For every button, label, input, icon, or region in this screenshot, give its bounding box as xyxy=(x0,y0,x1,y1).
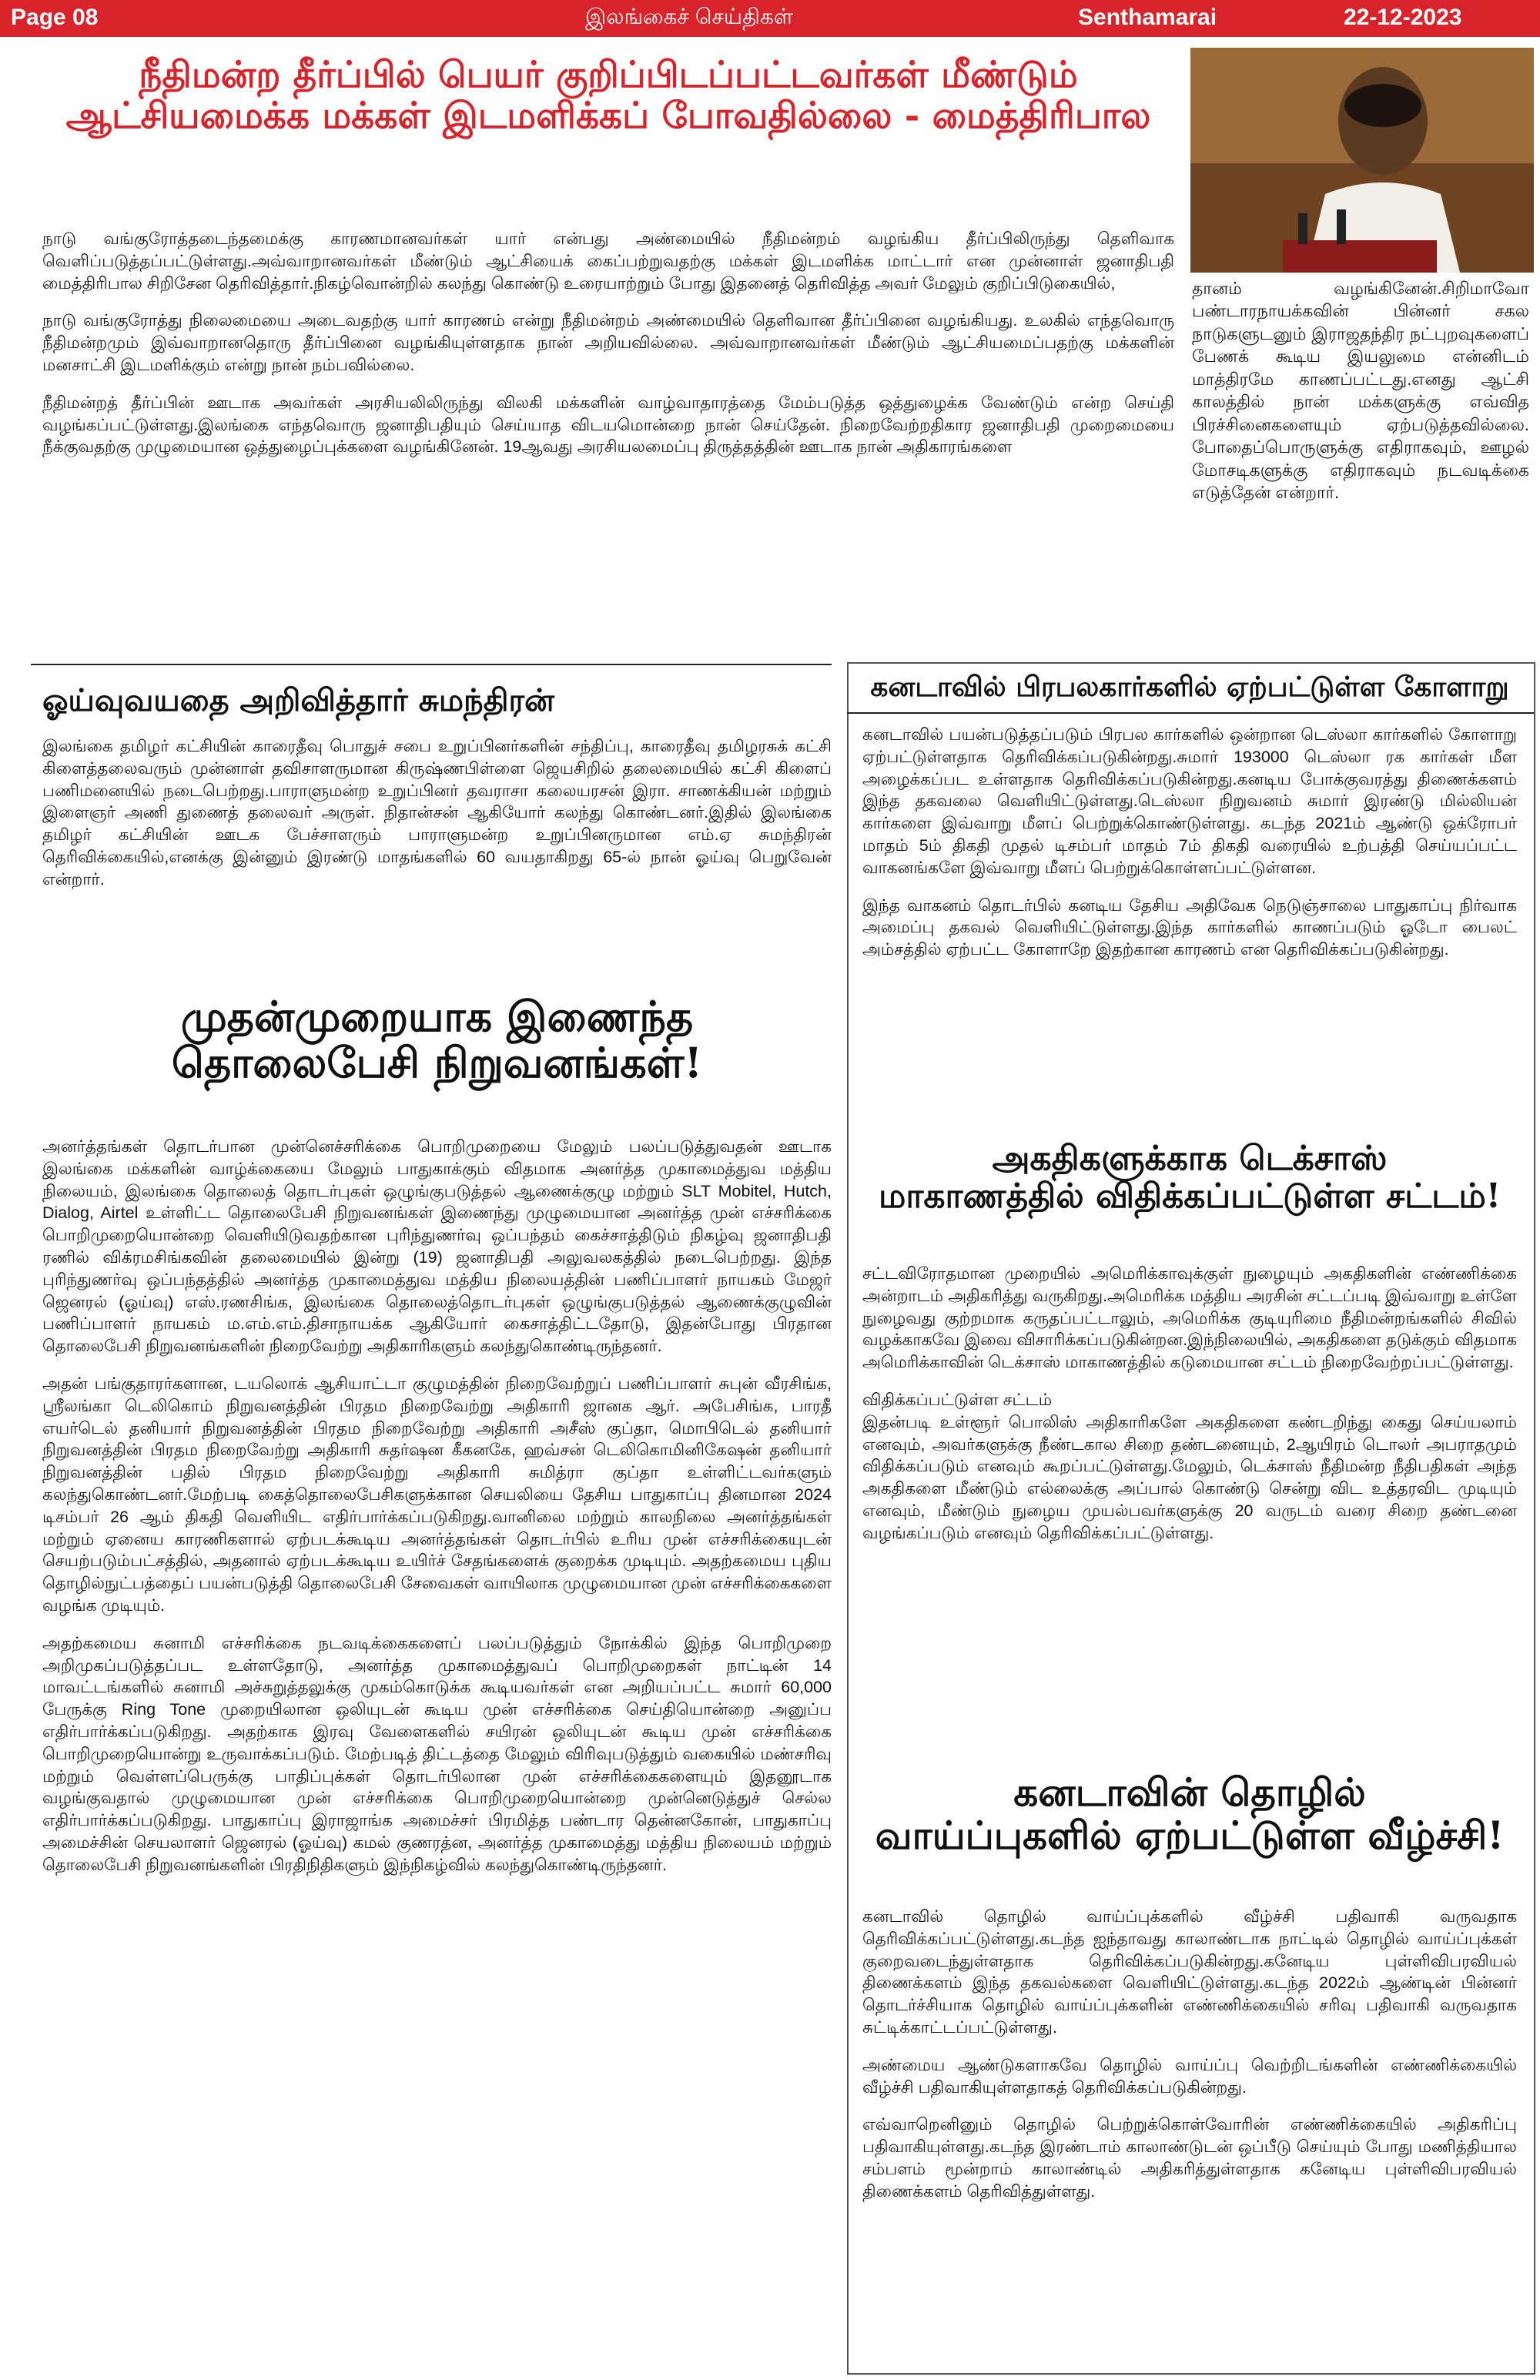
lead-article-body xyxy=(42,228,1174,474)
lead-paragraph: நாடு வங்குரோத்தடைந்தமைக்கு காரணமானவர்கள் யார் என்பது அண்மையில் நீதிமன்றம் வழங்கிய தீர்ப்பிலிருந்து தெளிவாக வெளிப்படுத்தப்பட்டுள்ளது.அவ்வாறானவர்கள் மீண்டும் ஆட்சியைக் கைப்பற்றுவதற்கு மக்கள் இடமளிக்க மாட்டார் என முன்னாள் ஜனாதிபதி மைத்திரிபால சிறிசேன தெரிவித்தார்.நிகழ்வொன்றில் கலந்து கொண்டு உரையாற்றும் போது இதனைத் தெரிவித்த அவர் மேலும் குறிப்பிடுகையில், xyxy=(42,229,1174,293)
canada-cars-headline xyxy=(855,671,1525,702)
telecom-paragraph: அதன் பங்குதாரர்களான, டயலொக் ஆசியாட்டா குழுமத்தின் நிறைவேற்றுப் பணிப்பாளர் சுபுன் வீரசிங்க, ஸ்ரீலங்கா டெலிகொம் நிறுவனத்தின் பிரதம நிறைவேற்று அதிகாரி ஜானக ஆர். அபேசிங்க, பாரதீ எயர்டெல் தனியார் நிறுவனத்தின் பிரதம நிறைவேற்று அதிகாரி அசீஸ் குப்தா, மொபிடெல் தனியார் நிறுவனத்தின் பிரதம நிறைவேற்று அதிகாரி சுதர்ஷன கீகனகே, ஹவ்சன் டெலிகொமினிகேஷன் தனியார் நிறுவனத்தின் பதில் பிரதம நிறைவேற்று அதிகாரி சுமித்ரா குப்தா உள்ளிட்டவர்களும் கலந்துகொண்டனர்.மேற்படி கைத்தொலைபேசிகளுக்கான செயலியை தேசிய பாதுகாப்பு தினமான 2024 டிசம்பர் 26 ஆம் திகதி வெளியிட எதிர்பார்க்கப்படுகிறது.வானிலை மற்றும் காலநிலை அனர்த்தங்கள் மற்றும் ஏனைய காரணிகளால் ஏற்படக்கூடிய அனர்த்தங்கள் தொடர்பில் உரிய முன் எச்சரிக்கையுடன் செயற்படும்பட்சத்தில், அதனால் ஏற்படக்கூடிய உயிர்ச் சேதங்களைக் குறைக்க முடியும். அதற்கமைய புதிய தொழில்நுட்பத்தைப் பயன்படுத்தி தொலைபேசி சேவைகள் வாயிலாக முழுமையான முன் எச்சரிக்கைகளை வழங்க முடியும். xyxy=(42,1374,832,1615)
sumanthiran-paragraph: இலங்கை தமிழர் கட்சியின் காரைதீவு பொதுச் சபை உறுப்பினர்களின் சந்திப்பு, காரைதீவு தமிழரசுக் கட்சி கிளைத்தலைவரும் முன்னாள் தவிசாளருமான கிருஷ்ணபிள்ளை ஜெயசிறில் தலைமையில் கட்சி கிளைப் பணிமனையில் நடைபெற்றது.பாராளுமன்ற உறுப்பினர் தவராசா கலையரசன் இரா. சாணக்கியன் மற்றும் இளைஞர் அணி துணைத் தலைவர் அருள். நிதான்சன் ஆகியோர் கலந்து கொண்டனர்.இதில் இலங்கை தமிழர் கட்சியின் ஊடக பேச்சாளரும் பாராளுமன்ற உறுப்பினருமான எம்.ஏ சுமந்திரன் தெரிவிக்கையில்,எனக்கு இன்னும் இரண்டு மாதங்களில் 60 வயதாகிறது 65-ல் நான் ஓய்வு பெறுவேன் என்றார். xyxy=(42,737,832,889)
lead-paragraph: நாடு வங்குரோத்து நிலைமையை அடைவதற்கு யார் காரணம் என்று நீதிமன்றம் அண்மையில் தெளிவான தீர்ப்பினை வழங்கியது. உலகில் எந்தவொரு நீதிமன்றமும் இவ்வாறானதொரு தீர்ப்பினை வழங்கியுள்ளதாக நான் அறியவில்லை. அவ்வாறானவர்கள் மீண்டும் ஆட்சியமைப்பதற்கு மக்களின் மனசாட்சி இடமளிக்கும் என்று நான் நம்பவில்லை. xyxy=(42,311,1174,374)
lead-headline-line2: ஆட்சியமைக்க மக்கள் இடமளிக்கப் போவதில்லை - மைத்திரிபால xyxy=(65,94,1151,137)
publication-name: Senthamarai xyxy=(1078,5,1217,30)
section-name: இலங்கைச் செய்திகள் xyxy=(585,5,794,28)
telecom-paragraph: அதற்கமைய சுனாமி எச்சரிக்கை நடவடிக்கைகளைப் பலப்படுத்தும் நோக்கில் இந்த பொறிமுறை அறிமுகப்படுத்தப்பட உள்ளதோடு, அனர்த்த முகாமைத்துவப் பொறிமுறைகள் நாட்டின் 14 மாவட்டங்களில் சுனாமி அச்சுறுத்தலுக்கு முகம்கொடுக்க கூடியவர்கள் என அறியப்பட்ட சுமார் 60,000 பேருக்கு Ring Tone முறையிலான ஒலியுடன் கூடிய முன் எச்சரிக்கை செய்தியொன்றை அனுப்ப எதிர்பார்க்கப்படுகிறது. அதற்காக இரவு வேளைகளில் சயிரன் ஒலியுடன் கூடிய முன் எச்சரிக்கை பொறிமுறையொன்று உருவாக்கப்படும். மேற்படித் திட்டத்தை மேலும் விரிவுபடுத்தும் வகையில் மண்சரிவு மற்றும் வெள்ளப்பெருக்கு பாதிப்புக்கள் தொடர்பிலான முன் எச்சரிக்கைகளையும் இதனூடாக வழங்குவதால் முழுமையான முன் எச்சரிக்கை பொறிமுறையொன்றை முன்னெடுத்துச் செல்ல எதிர்பார்க்கப்படுகிறது. பாதுகாப்பு இராஜாங்க அமைச்சர் பிரமித்த பண்டார தென்னகோன், பாதுகாப்பு அமைச்சின் செயலாளர் ஜெனரல் (ஓய்வு) கமல் குணரத்ன, அனர்த்த முகாமைத்து மத்திய நிலையம் மற்றும் தொலைபேசி நிறுவனங்களின் பிரதிநிதிகளும் இந்நிகழ்வில் கலந்துகொண்டிருந்தனர். xyxy=(42,1633,832,1874)
telecom-paragraph: அனர்த்தங்கள் தொடர்பான முன்னெச்சரிக்கை பொறிமுறையை மேலும் பலப்படுத்துவதன் ஊடாக இலங்கை மக்களின் வாழ்க்கையை மேலும் பாதுகாக்கும் விதமாக அனர்த்த முகாமைத்துவ மத்திய நிலையம், இலங்கை தொலைத் தொடர்புகள் ஒழுங்குபடுத்தல் ஆணைக்குழு மற்றும் SLT Mobitel, Hutch, Dialog, Airtel உள்ளிட்ட தொலைபேசி நிறுவனங்கள் இணைந்து முழுமையான அனர்த்த முன் எச்சரிக்கை பொறிமுறையொன்றை வெளியிடுவதற்கான புரிந்துணர்வு ஒப்பந்தம் கைச்சாத்திடும் நிகழ்வு ஜனாதிபதி ரணில் விக்ரமசிங்கவின் தலைமையில் இன்று (19) ஜனாதிபதி அலுவலகத்தில் நடைபெற்றது. இந்த புரிந்துணர்வு ஒப்பந்தத்தில் அனர்த்த முகாமைத்துவ மத்திய நிலையத்தின் பணிப்பாளர் நாயகம் மேஜர் ஜெனரல் (ஓய்வு) எஸ்.ரணசிங்க, இலங்கை தொலைத்தொடர்புகள் ஒழுங்குபடுத்தல் ஆணைக்குழுவின் பணிப்பாளர் நாயகம் ம.எம்.எம்.திசாநாயக்க ஆகியோர் கைசாத்திட்டதோடு, இதன்போது பிரதான தொலைபேசி நிறுவனங்களின் நிறைவேற்று அதிகாரிகளும் கலந்துகொண்டிருந்தனர். xyxy=(42,1137,832,1356)
lead-headline xyxy=(46,55,1170,136)
headline-divider xyxy=(847,712,1534,714)
section-divider xyxy=(31,664,832,665)
issue-date: 22-12-2023 xyxy=(1344,5,1462,30)
canada-jobs-article-body xyxy=(862,1906,1517,2218)
canada-jobs-paragraph: கனடாவில் தொழில் வாய்ப்புக்களில் வீழ்ச்சி பதிவாகி வருவதாக தெரிவிக்கப்பட்டுள்ளது.கடந்த ஐந்தாவது காலாண்டாக நாட்டில் தொழில் வாய்ப்புக்கள் குறைவடைந்துள்ளதாக தெரிவிக்கப்படுகின்றது.கனேடிய புள்ளிவிபரவியல் திணைக்களம் இந்த தகவல்களை வெளியிட்டுள்ளது.கடந்த 2022ம் ஆண்டின் பின்னர் தொடர்ச்சியாக தொழில் வாய்ப்புக்களின் எண்ணிக்கையில் சரிவு பதிவாகி வருவதாக சுட்டிக்காட்டப்பட்டுள்ளது. xyxy=(862,1907,1517,2037)
canada-cars-paragraph: கனடாவில் பயன்படுத்தப்படும் பிரபல கார்களில் ஒன்றான டெஸ்லா கார்களில் கோளாறு ஏற்பட்டுள்ளதாக தெரிவிக்கப்படுகின்றது.சுமார் 193000 டெஸ்லா ரக கார்கள் மீள அழைக்கப்பட உள்ளதாக தெரிவிக்கப்படுகின்றது.கனடிய போக்குவரத்து திணைக்களம் இந்த தகவலை வெளியிட்டுள்ளது.டெஸ்லா நிறுவனம் சுமார் இரண்டு மில்லியன் கார்களை இவ்வாறு மீளப் பெற்றுக்கொண்டுள்ளது. கடந்த 2021ம் ஆண்டு ஒக்ரோபர் மாதம் 5ம் திகதி முதல் டிசம்பர் மாதம் 7ம் திகதி வரையில் உற்பத்தி செய்யப்பட்ட வாகனங்களே இவ்வாறு மீளப் பெற்றுக்கொள்ளப்பட்டுள்ளன. xyxy=(862,725,1517,877)
canada-jobs-headline xyxy=(855,1771,1525,1857)
texas-paragraph: சட்டவிரோதமான முறையில் அமெரிக்காவுக்குள் நுழையும் அகதிகளின் எண்ணிக்கை அன்றாடம் அதிகரித்து வருகிறது.அமெரிக்க மத்திய அரசின் சட்டப்படி இவ்வாறு உள்ளே நுழைவது குற்றமாக கருதப்பட்டாலும், அமெரிக்க குடியுரிமை நீதிமன்றங்களில் சிவில் வழக்காகவே இவை விசாரிக்கப்படுகின்றன.இந்நிலையில், அகதிகளை தடுக்கும் விதமாக அமெரிக்காவின் டெக்சாஸ் மாகாணத்தில் கடுமையான சட்டம் நிறைவேற்றப்பட்டுள்ளது. xyxy=(862,1264,1517,1372)
lead-headline-line1: நீதிமன்ற தீர்ப்பில் பெயர் குறிப்பிடப்பட்டவர்கள் மீண்டும் xyxy=(139,54,1078,96)
canada-cars-paragraph: இந்த வாகனம் தொடர்பில் கனடிய தேசிய அதிவேக நெடுஞ்சாலை பாதுகாப்பு நிர்வாக அமைப்பு தகவல் வெளியிட்டுள்ளது.இந்த கார்களில் காணப்படும் ஓடோ பைலட் அம்சத்தில் ஏற்பட்ட கோளாறே இதற்கான காரணம் என தெரிவிக்கப்படுகின்றது. xyxy=(862,895,1517,959)
canada-jobs-headline-line1: கனடாவின் தொழில் xyxy=(1013,1769,1366,1815)
telecom-headline-line2: தொலைபேசி நிறுவனங்கள்! xyxy=(171,1038,703,1088)
telecom-article-body xyxy=(42,1136,832,1892)
sumanthiran-headline-text: ஓய்வுவயதை அறிவித்தார் சுமந்திரன் xyxy=(42,682,554,718)
texas-headline xyxy=(855,1140,1525,1216)
texas-paragraph: இதன்படி உள்ளூர் பொலிஸ் அதிகாரிகளே அகதிகளை கண்டறிந்து கைது செய்யலாம் எனவும், அவர்களுக்கு நீண்டகால சிறை தண்டனையும், 2ஆயிரம் டொலர் அபராதமும் விதிக்கப்படும் எனவும் கூறப்பட்டுள்ளது.மேலும், டெக்சாஸ் நீதிமன்ற நீதிபதிகள் அந்த அகதிகளை மீண்டும் எல்லைக்கு அப்பால் கொண்டு சென்று விட உத்தரவிட முடியும் எனவும், மீண்டும் நுழைய முயல்பவர்களுக்கு 20 வருடம் வரை சிறை தண்டனை வழங்கப்படும் எனவும் தெரிவிக்கப்பட்டுள்ளது. xyxy=(862,1412,1517,1542)
canada-jobs-paragraph: எவ்வாறெனினும் தொழில் பெற்றுக்கொள்வோரின் எண்ணிக்கையில் அதிகரிப்பு பதிவாகியுள்ளது.கடந்த இரண்டாம் காலாண்டுடன் ஒப்பீடு செய்யும் போது மணித்தியால சம்பளம் மூன்றாம் காலாண்டில் அதிகரித்துள்ளதாக கனேடிய புள்ளிவிபரவியல் திணைக்களம் தெரிவித்துள்ளது. xyxy=(862,2115,1517,2201)
page-number: Page 08 xyxy=(11,5,99,30)
sumanthiran-article-body xyxy=(42,735,832,906)
telecom-headline-line1: முதன்முறையாக இணைந்த xyxy=(180,992,694,1041)
telecom-headline xyxy=(42,993,832,1086)
canada-jobs-paragraph: அண்மைய ஆண்டுகளாகவே தொழில் வாய்ப்பு வெற்றிடங்களின் எண்ணிக்கையில் வீழ்ச்சி பதிவாகியுள்ளதாகத் தெரிவிக்கப்படுகின்றது. xyxy=(862,2055,1517,2097)
lead-paragraph: நீதிமன்றத் தீர்ப்பின் ஊடாக அவர்கள் அரசியலிலிருந்து விலகி மக்களின் வாழ்வாதாரத்தை மேம்படுத்த ஒத்துழைக்க வேண்டும் என்ற செய்தி வழங்கப்பட்டுள்ளது.இலங்கை எந்தவொரு ஜனாதிபதியும் செய்யாத விடயமொன்றை நான் செய்தேன். நிறைவேற்றதிகார ஜனாதிபதி முறைமையை நீக்குவதற்கு முழுமையான ஒத்துழைப்புக்களை வழங்கினேன். 19ஆவது அரசியலமைப்பு திருத்தத்தின் ஊடாக நான் அதிகாரங்களை xyxy=(42,393,1174,457)
sumanthiran-headline xyxy=(42,684,628,718)
canada-jobs-headline-line2: வாய்ப்புகளில் ஏற்பட்டுள்ள வீழ்ச்சி! xyxy=(875,1813,1505,1858)
canada-cars-article-body xyxy=(862,724,1517,976)
texas-article-body xyxy=(862,1263,1517,1560)
texas-headline-line2: மாகாணத்தில் விதிக்கப்பட்டுள்ள சட்டம்! xyxy=(878,1177,1502,1217)
speaker-photo-illustration xyxy=(1190,48,1534,273)
lead-paragraph-side: தானம் வழங்கினேன்.சிறிமாவோ பண்டாரநாயக்கவின் பின்னர் சகல நாடுகளுடனும் இராஜதந்திர நட்புறவுகளைப் பேணக் கூடிய இயலுமை என்னிடம் மாத்திரமே காணப்பட்டது.எனது ஆட்சி காலத்தில் நான் மக்களுக்கு எவ்வித பிரச்சினைகளையும் ஏற்படுத்தவில்லை. போதைப்பொருளுக்கு எதிராகவும், ஊழல் மோசடிகளுக்கு எதிராகவும் நடவடிக்கை எடுத்தேன் என்றார். xyxy=(1192,279,1529,503)
lead-article-continuation xyxy=(1192,277,1529,520)
texas-subheading: விதிக்கப்பட்டுள்ள சட்டம் xyxy=(862,1390,1053,1409)
texas-headline-line1: அகதிகளுக்காக டெக்சாஸ் xyxy=(992,1139,1388,1178)
lead-photo xyxy=(1190,48,1534,273)
page-header xyxy=(0,0,1540,37)
canada-cars-headline-text: கனடாவில் பிரபலகார்களில் ஏற்பட்டுள்ள கோளாறு xyxy=(870,671,1509,703)
